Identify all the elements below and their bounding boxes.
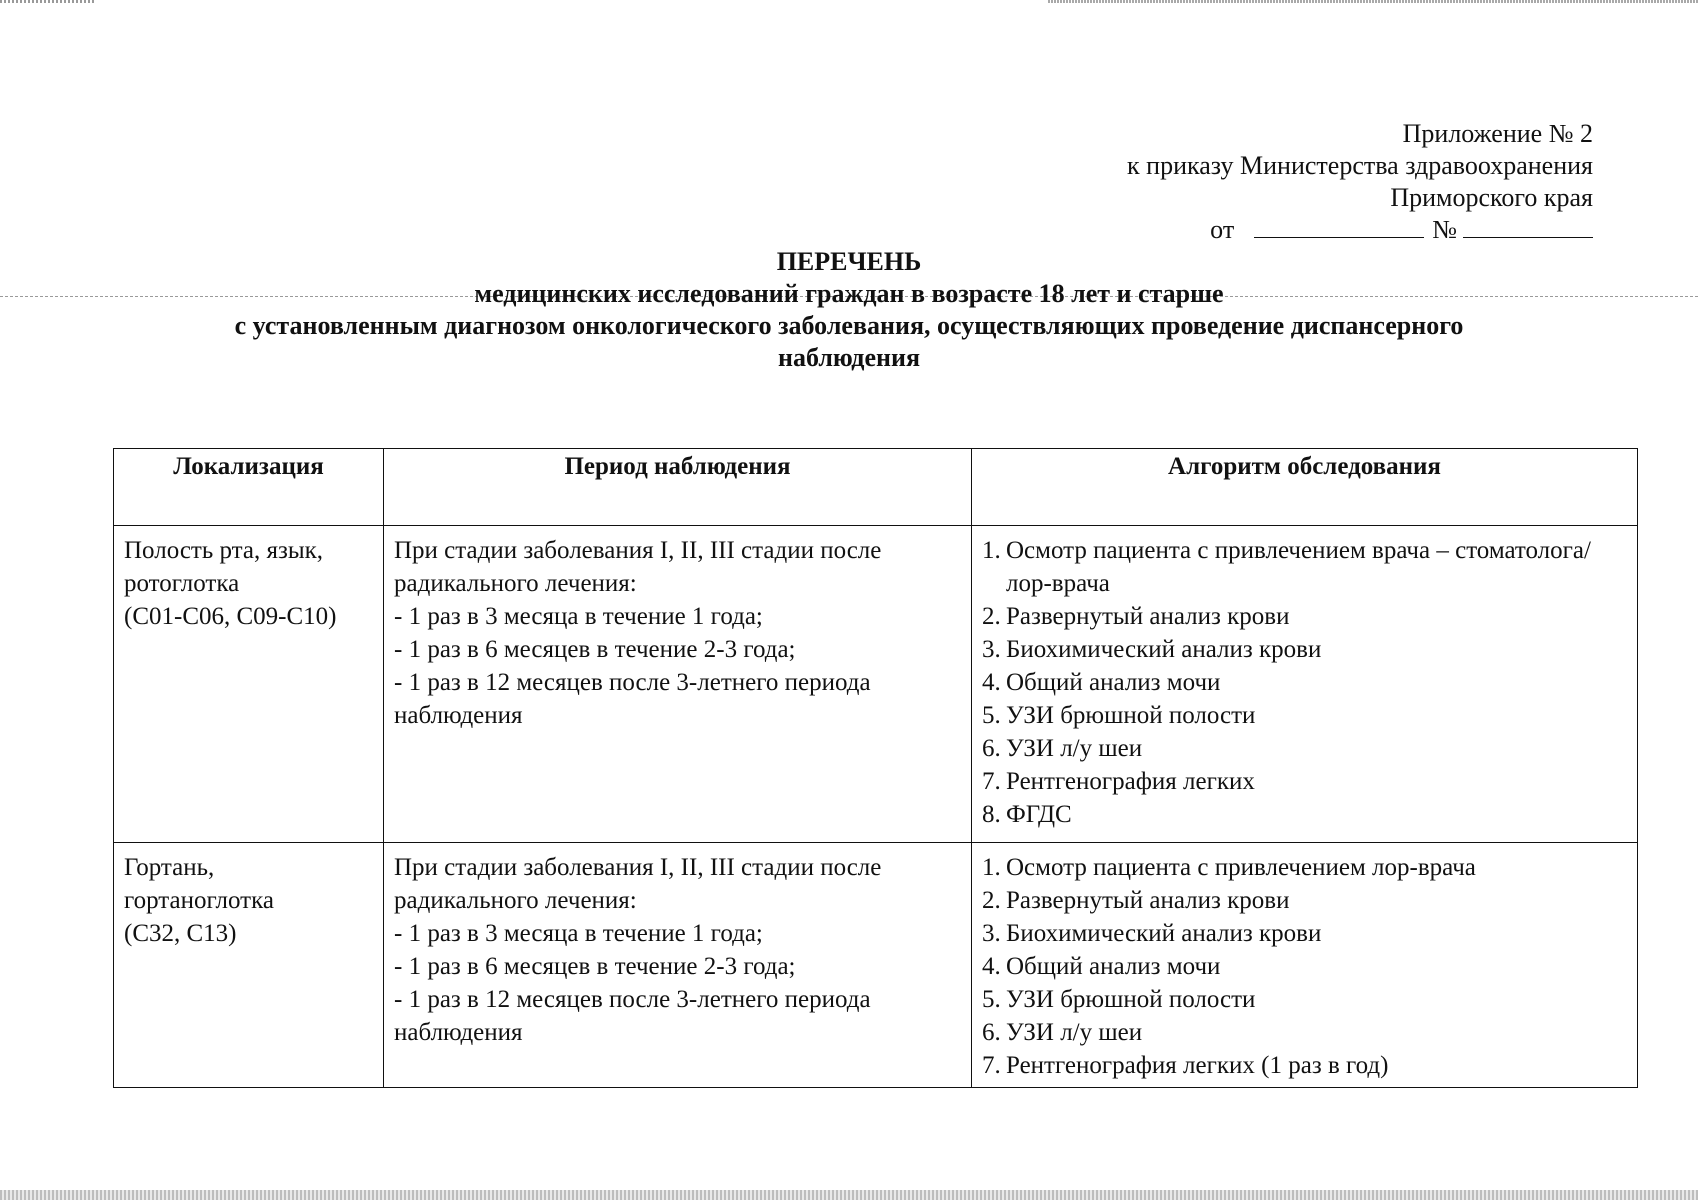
table-row bbox=[114, 843, 1638, 1088]
number-blank bbox=[1463, 215, 1593, 238]
period-line: - 1 раз в 3 месяца в течение 1 года; bbox=[394, 920, 763, 947]
item-number: 1. bbox=[982, 854, 1001, 881]
localization-line: гортаноглотка bbox=[124, 887, 274, 914]
item-text: УЗИ л/у шеи bbox=[1006, 735, 1143, 762]
appendix-region: Приморского края bbox=[1390, 183, 1593, 212]
header-localization: Локализация bbox=[114, 449, 384, 526]
localization-cell bbox=[114, 526, 384, 843]
period-line: При стадии заболевания I, II, III стадии после bbox=[394, 854, 882, 881]
item-number: 2. bbox=[982, 603, 1001, 630]
list-item bbox=[982, 534, 1627, 600]
algorithm-list bbox=[982, 851, 1627, 1082]
item-number: 7. bbox=[982, 768, 1001, 795]
item-text: ФГДС bbox=[1006, 801, 1072, 828]
list-item bbox=[982, 666, 1627, 699]
period-cell bbox=[384, 526, 972, 843]
item-number: 3. bbox=[982, 920, 1001, 947]
item-number: 1. bbox=[982, 537, 1001, 564]
list-item bbox=[982, 851, 1627, 884]
period-line: наблюдения bbox=[394, 702, 523, 729]
title-line-2: медицинских исследований граждан в возрасте 18 лет и старше bbox=[474, 279, 1224, 308]
title-line-4: наблюдения bbox=[777, 343, 921, 372]
appendix-order-ref: к приказу Министерства здравоохранения bbox=[1127, 151, 1593, 180]
list-item bbox=[982, 917, 1627, 950]
list-item bbox=[982, 765, 1627, 798]
item-number: 4. bbox=[982, 953, 1001, 980]
period-line: - 1 раз в 6 месяцев в течение 2-3 года; bbox=[394, 953, 796, 980]
item-number: 6. bbox=[982, 735, 1001, 762]
item-text: Рентгенография легких bbox=[1006, 768, 1255, 795]
item-text: Биохимический анализ крови bbox=[1006, 920, 1322, 947]
localization-code: (С01-С06, С09-С10) bbox=[124, 603, 337, 630]
list-item bbox=[982, 633, 1627, 666]
title-line-3: с установленным диагнозом онкологического заболевания, осуществляющих проведение диспансерного bbox=[234, 311, 1464, 340]
item-text: Осмотр пациента с привлечением врача – стоматолога/лор-врача bbox=[1006, 537, 1591, 597]
date-blank bbox=[1254, 215, 1424, 238]
item-text: Осмотр пациента с привлечением лор-врача bbox=[1006, 854, 1476, 881]
period-line: - 1 раз в 6 месяцев в течение 2-3 года; bbox=[394, 636, 796, 663]
appendix-date-number-line bbox=[900, 214, 1593, 246]
algorithm-list bbox=[982, 534, 1627, 831]
examination-table bbox=[113, 448, 1638, 1088]
period-line: радикального лечения: bbox=[394, 887, 637, 914]
number-sign: № bbox=[1432, 215, 1457, 244]
list-item bbox=[982, 732, 1627, 765]
localization-cell bbox=[114, 843, 384, 1088]
item-text: УЗИ брюшной полости bbox=[1006, 986, 1256, 1013]
item-number: 2. bbox=[982, 887, 1001, 914]
list-item bbox=[982, 884, 1627, 917]
appendix-number: Приложение № 2 bbox=[1402, 119, 1593, 148]
item-text: Развернутый анализ крови bbox=[1006, 603, 1290, 630]
date-prefix: от bbox=[1210, 215, 1235, 244]
item-number: 5. bbox=[982, 702, 1001, 729]
localization-line: Гортань, bbox=[124, 854, 215, 881]
table-row bbox=[114, 526, 1638, 843]
list-item bbox=[982, 1016, 1627, 1049]
table-header-row bbox=[114, 449, 1638, 526]
item-number: 4. bbox=[982, 669, 1001, 696]
period-line: - 1 раз в 12 месяцев после 3-летнего периода bbox=[394, 986, 871, 1013]
list-item bbox=[982, 699, 1627, 732]
item-number: 6. bbox=[982, 1019, 1001, 1046]
item-number: 3. bbox=[982, 636, 1001, 663]
item-text: УЗИ брюшной полости bbox=[1006, 702, 1256, 729]
localization-line: Полость рта, язык, bbox=[124, 537, 324, 564]
period-cell bbox=[384, 843, 972, 1088]
header-period: Период наблюдения bbox=[384, 449, 972, 526]
period-line: - 1 раз в 12 месяцев после 3-летнего периода bbox=[394, 669, 871, 696]
scan-edge-bottom bbox=[0, 1190, 1698, 1200]
item-text: Рентгенография легких (1 раз в год) bbox=[1006, 1052, 1389, 1079]
scan-edge-top-left bbox=[0, 0, 95, 3]
item-text: Общий анализ мочи bbox=[1006, 669, 1221, 696]
item-number: 7. bbox=[982, 1052, 1001, 1079]
period-line: радикального лечения: bbox=[394, 570, 637, 597]
list-item bbox=[982, 983, 1627, 1016]
list-item bbox=[982, 950, 1627, 983]
item-number: 8. bbox=[982, 801, 1001, 828]
header-algorithm: Алгоритм обследования bbox=[972, 449, 1638, 526]
algorithm-cell bbox=[972, 843, 1638, 1088]
period-line: наблюдения bbox=[394, 1019, 523, 1046]
period-line: - 1 раз в 3 месяца в течение 1 года; bbox=[394, 603, 763, 630]
item-text: Общий анализ мочи bbox=[1006, 953, 1221, 980]
algorithm-cell bbox=[972, 526, 1638, 843]
title-line-1: ПЕРЕЧЕНЬ bbox=[776, 247, 922, 276]
period-line: При стадии заболевания I, II, III стадии после bbox=[394, 537, 882, 564]
document-title bbox=[100, 246, 1598, 374]
localization-line: ротоглотка bbox=[124, 570, 240, 597]
scan-edge-top-right bbox=[1048, 0, 1698, 3]
item-number: 5. bbox=[982, 986, 1001, 1013]
list-item bbox=[982, 798, 1627, 831]
item-text: Развернутый анализ крови bbox=[1006, 887, 1290, 914]
list-item bbox=[982, 600, 1627, 633]
list-item bbox=[982, 1049, 1627, 1082]
localization-code: (С32, С13) bbox=[124, 920, 237, 947]
appendix-block bbox=[900, 118, 1593, 246]
item-text: УЗИ л/у шеи bbox=[1006, 1019, 1143, 1046]
item-text: Биохимический анализ крови bbox=[1006, 636, 1322, 663]
